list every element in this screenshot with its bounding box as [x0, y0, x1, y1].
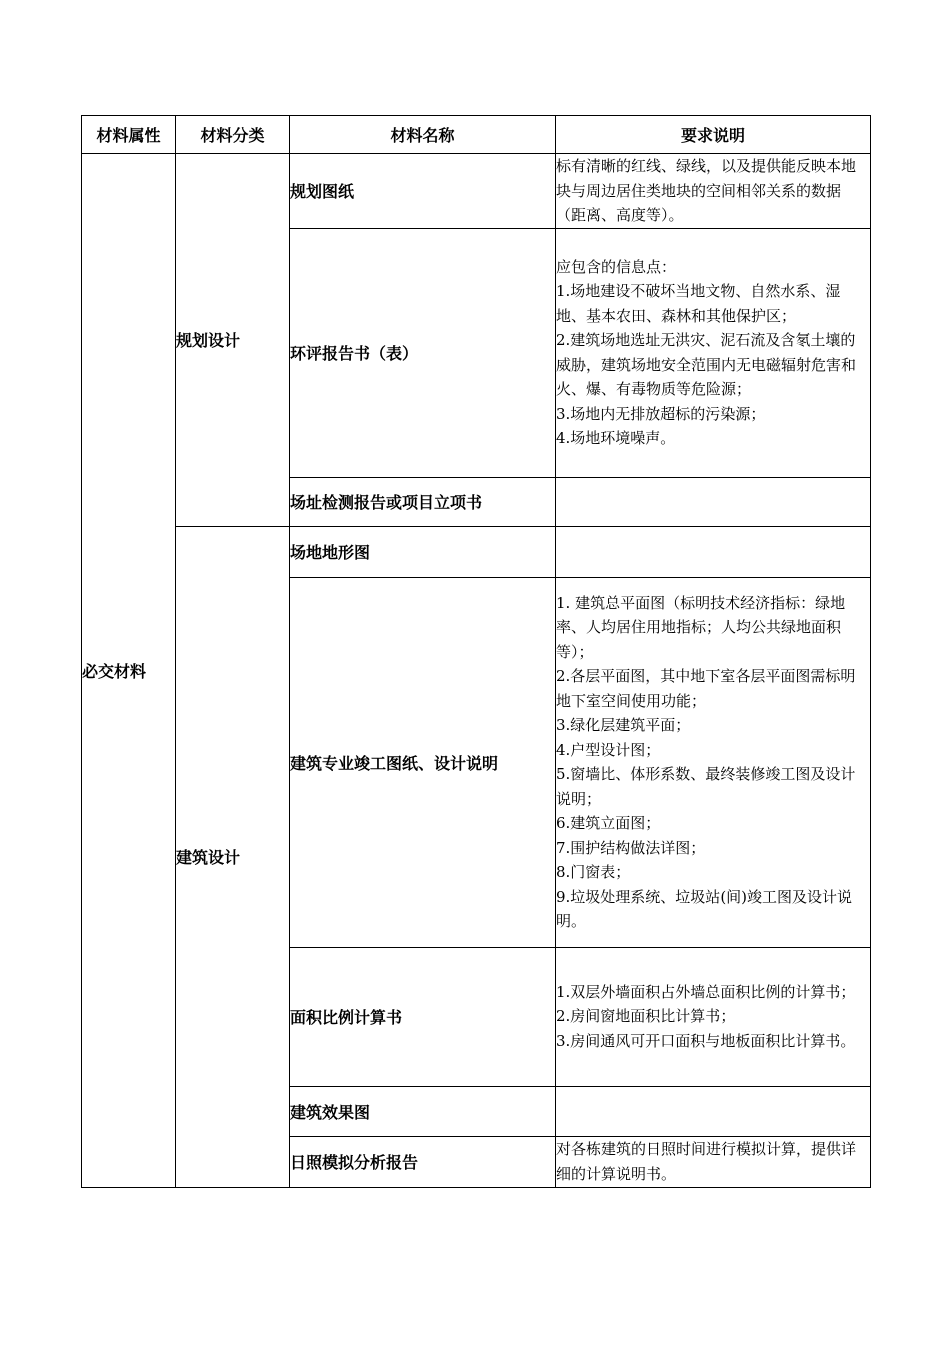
requirement-line: 7.围护结构做法详图；	[556, 838, 706, 857]
header-name: 材料名称	[290, 116, 556, 154]
material-name: 日照模拟分析报告	[290, 1136, 556, 1187]
material-name: 环评报告书（表）	[290, 228, 556, 477]
requirement-cell	[556, 577, 871, 947]
requirement-line: 6.建筑立面图；	[556, 814, 661, 832]
requirement-line: 2.建筑场地选址无洪灾、泥石流及含氡土壤的威胁，建筑场地安全范围内无电磁辐射危害和火、爆、有毒物质等危险源；	[556, 331, 857, 398]
requirement-line: 1.场地建设不破坏当地文物、自然水系、湿地、基本农田、森林和其他保护区；	[556, 282, 841, 325]
requirement-line: 应包含的信息点：	[556, 257, 677, 276]
material-name: 建筑效果图	[290, 1086, 556, 1136]
requirement-line: 8.门窗表；	[556, 863, 631, 881]
requirement-cell	[556, 154, 871, 229]
material-name: 场地地形图	[290, 526, 556, 577]
attribute-cell: 必交材料	[82, 154, 176, 1188]
category-cell: 建筑设计	[176, 526, 290, 1187]
requirement-line: 4.场地环境噪声。	[556, 429, 676, 447]
requirement-line: 4.户型设计图；	[556, 740, 661, 759]
header-category: 材料分类	[176, 116, 290, 154]
materials-table	[81, 115, 871, 1188]
table-row	[82, 526, 871, 577]
requirement-line: 3.房间通风可开口面积与地板面积比计算书。	[556, 1031, 856, 1050]
requirement-line: 对各栋建筑的日照时间进行模拟计算，提供详细的计算说明书。	[556, 1140, 857, 1183]
material-name: 面积比例计算书	[290, 947, 556, 1086]
header-attribute: 材料属性	[82, 116, 176, 154]
requirement-line: 5.窗墙比、体形系数、最终装修竣工图及设计说明；	[556, 765, 856, 808]
requirement-cell	[556, 477, 871, 526]
header-requirement: 要求说明	[556, 116, 871, 154]
requirement-line: 9.垃圾处理系统、垃圾站(间)竣工图及设计说明。	[556, 887, 853, 930]
requirement-line: 2.各层平面图，其中地下室各层平面图需标明地下室空间使用功能；	[556, 667, 856, 710]
requirement-line: 2.房间窗地面积比计算书；	[556, 1007, 736, 1026]
requirement-line: 3.绿化层建筑平面；	[556, 716, 691, 734]
requirement-cell	[556, 228, 871, 477]
requirement-cell	[556, 526, 871, 577]
requirement-cell	[556, 1086, 871, 1136]
material-name: 规划图纸	[290, 154, 556, 229]
requirement-line: 标有清晰的红线、绿线，以及提供能反映本地块与周边居住类地块的空间相邻关系的数据（距离、高度等）。	[556, 157, 857, 224]
material-name: 场址检测报告或项目立项书	[290, 477, 556, 526]
requirement-line: 1.双层外墙面积占外墙总面积比例的计算书；	[556, 982, 856, 1001]
table-row	[82, 154, 871, 229]
material-name: 建筑专业竣工图纸、设计说明	[290, 577, 556, 947]
requirement-line: 3.场地内无排放超标的污染源；	[556, 404, 766, 423]
header-row	[82, 116, 871, 154]
requirement-cell	[556, 1136, 871, 1187]
requirement-cell	[556, 947, 871, 1086]
category-cell: 规划设计	[176, 154, 290, 527]
requirement-line: 1. 建筑总平面图（标明技术经济指标：绿地率、人均居住用地指标；人均公共绿地面积等）；	[556, 593, 846, 661]
